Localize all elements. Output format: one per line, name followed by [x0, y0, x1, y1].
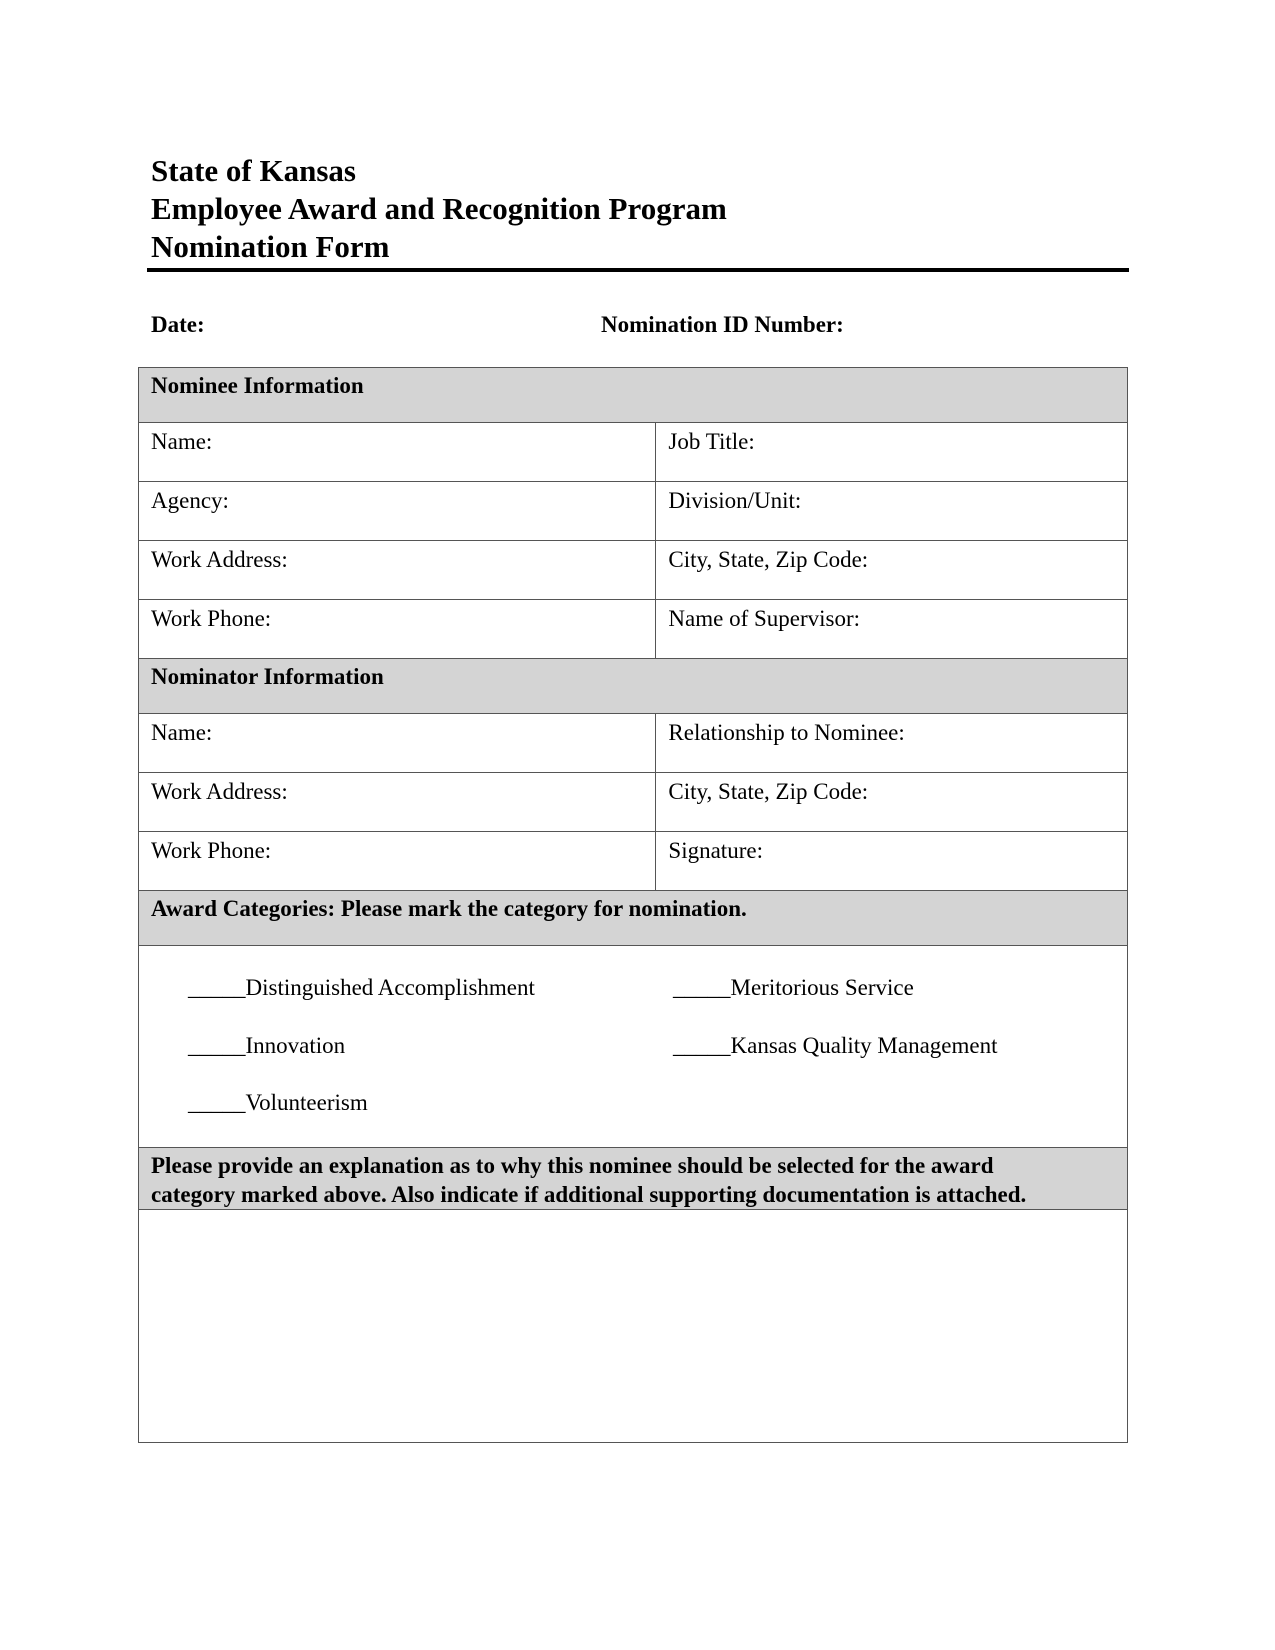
- award-categories-header: [139, 891, 1128, 946]
- nominee-name-field[interactable]: [139, 423, 656, 482]
- award-categories-list: [139, 946, 1128, 1148]
- nominator-name-field[interactable]: [139, 714, 656, 773]
- award-categories-title: Award Categories: Please mark the category for nomination.: [151, 896, 747, 921]
- nominator-relationship-label: Relationship to Nominee:: [668, 720, 905, 745]
- nominator-relationship-field[interactable]: [656, 714, 1128, 773]
- nomination-form-table: [138, 367, 1128, 1443]
- nominee-supervisor-label: Name of Supervisor:: [668, 606, 861, 631]
- nominator-signature-label: Signature:: [668, 838, 763, 863]
- nominee-work-phone-label: Work Phone:: [151, 606, 272, 631]
- explanation-instructions-line2: category marked above. Also indicate if additional supporting documentation is attached.: [151, 1182, 1027, 1207]
- header-state: State of Kansas: [151, 153, 356, 188]
- header-form-title: Nomination Form: [151, 229, 390, 264]
- category-meritorious-service[interactable]: _____Meritorious Service: [673, 975, 914, 1000]
- explanation-text-area[interactable]: [139, 1210, 1128, 1443]
- nominee-section-title: Nominee Information: [151, 373, 364, 398]
- header-divider: [147, 268, 1129, 272]
- nominee-name-label: Name:: [151, 429, 213, 454]
- nominator-work-address-field[interactable]: [139, 773, 656, 832]
- nominee-division-field[interactable]: [656, 482, 1128, 541]
- date-label: Date:: [151, 312, 205, 337]
- nominator-work-address-label: Work Address:: [151, 779, 288, 804]
- nominee-work-phone-field[interactable]: [139, 600, 656, 659]
- header-program: Employee Award and Recognition Program: [151, 191, 727, 226]
- nominee-city-state-zip-field[interactable]: [656, 541, 1128, 600]
- nominee-job-title-label: Job Title:: [668, 429, 755, 454]
- nominee-section-header: [139, 368, 1128, 423]
- nominator-signature-field[interactable]: [656, 832, 1128, 891]
- category-kansas-quality-management[interactable]: _____Kansas Quality Management: [673, 1033, 998, 1058]
- nominee-work-address-field[interactable]: [139, 541, 656, 600]
- nominee-job-title-field[interactable]: [656, 423, 1128, 482]
- nominator-work-phone-label: Work Phone:: [151, 838, 272, 863]
- nominee-work-address-label: Work Address:: [151, 547, 288, 572]
- explanation-header: [139, 1148, 1128, 1210]
- nominator-section-header: [139, 659, 1128, 714]
- explanation-instructions: [139, 1148, 1127, 1209]
- nominator-city-state-zip-field[interactable]: [656, 773, 1128, 832]
- explanation-instructions-line1: Please provide an explanation as to why this nominee should be selected for the award: [151, 1153, 994, 1178]
- nominee-agency-field[interactable]: [139, 482, 656, 541]
- nominator-city-state-zip-label: City, State, Zip Code:: [668, 779, 869, 804]
- nominator-section-title: Nominator Information: [151, 664, 384, 689]
- form-header: [151, 152, 727, 266]
- category-volunteerism[interactable]: _____Volunteerism: [188, 1090, 368, 1115]
- nomination-id-label: Nomination ID Number:: [601, 312, 844, 337]
- nominee-city-state-zip-label: City, State, Zip Code:: [668, 547, 869, 572]
- category-distinguished-accomplishment[interactable]: _____Distinguished Accomplishment: [188, 975, 535, 1000]
- category-innovation[interactable]: _____Innovation: [188, 1033, 346, 1058]
- nominee-supervisor-field[interactable]: [656, 600, 1128, 659]
- nominator-name-label: Name:: [151, 720, 213, 745]
- nominee-agency-label: Agency:: [151, 488, 229, 513]
- nominee-division-label: Division/Unit:: [668, 488, 802, 513]
- nominator-work-phone-field[interactable]: [139, 832, 656, 891]
